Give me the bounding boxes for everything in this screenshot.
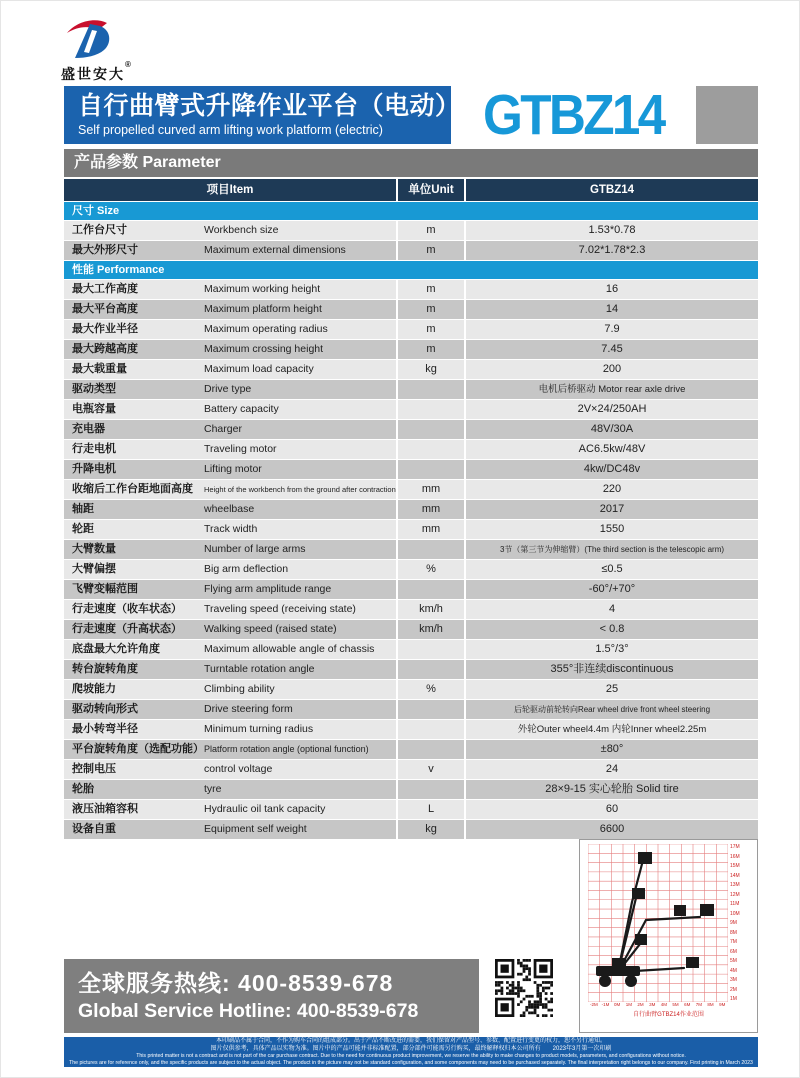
item-label-en: Number of large arms — [204, 543, 306, 555]
value-cell: 28×9-15 实心轮胎 Solid tire — [466, 780, 758, 799]
parameter-section-bar: 产品参数 Parameter — [64, 149, 758, 177]
item-label-zh: 电瓶容量 — [72, 403, 116, 415]
x-axis-label: 1M — [625, 1002, 632, 1007]
section-header-row: 尺寸 Size — [64, 202, 758, 220]
value-cell: 2017 — [466, 500, 758, 519]
item-label-en: Equipment self weight — [204, 823, 307, 835]
section-header-row: 性能 Performance — [64, 261, 758, 279]
item-cell — [64, 580, 396, 599]
qr-code — [495, 959, 553, 1017]
value-cell: ±80° — [466, 740, 758, 759]
working-range-plot — [588, 844, 728, 1002]
y-axis-label: 2M — [730, 986, 737, 993]
y-axis-label: 4M — [730, 967, 737, 974]
item-label-zh: 大臂偏摆 — [72, 563, 116, 575]
column-header-model: GTBZ14 — [466, 179, 758, 201]
value-cell: < 0.8 — [466, 620, 758, 639]
y-axis-label: 16M — [730, 853, 740, 860]
value-cell: 220 — [466, 480, 758, 499]
unit-cell — [398, 700, 464, 719]
table-row — [64, 520, 758, 539]
x-axis-label: 4M — [660, 1002, 667, 1007]
item-label-zh: 液压油箱容积 — [72, 803, 138, 815]
item-label-zh: 升降电机 — [72, 463, 116, 475]
x-axis-label: 3M — [649, 1002, 656, 1007]
x-axis-label: 2M — [637, 1002, 644, 1007]
item-label-zh: 驱动转向形式 — [72, 703, 138, 715]
item-cell — [64, 460, 396, 479]
item-label-zh: 底盘最大允许角度 — [72, 643, 160, 655]
column-header-item: 项目Item — [64, 179, 396, 201]
value-cell: 1550 — [466, 520, 758, 539]
unit-cell — [398, 660, 464, 679]
table-row — [64, 580, 758, 599]
item-cell — [64, 540, 396, 559]
x-axis-label: 5M — [672, 1002, 679, 1007]
unit-cell: m — [398, 340, 464, 359]
table-row — [64, 300, 758, 319]
item-label-zh: 最大跨越高度 — [72, 343, 138, 355]
table-row — [64, 560, 758, 579]
table-row — [64, 241, 758, 260]
item-label-zh: 最小转弯半径 — [72, 723, 138, 735]
item-label-en: Battery capacity — [204, 403, 279, 415]
item-cell — [64, 221, 396, 240]
value-cell: 后轮驱动前轮转向Rear wheel drive front wheel steering — [466, 700, 758, 719]
item-cell — [64, 700, 396, 719]
unit-cell — [398, 540, 464, 559]
item-label-en: Maximum working height — [204, 283, 321, 295]
company-logo — [61, 17, 181, 84]
item-label-en: Workbench size — [204, 224, 279, 236]
logo-mark-icon — [61, 17, 117, 63]
y-axis-label: 1M — [730, 996, 737, 1002]
legal-line: 本印刷品不属于合同，不作为购车合同的组成部分。出于产品不断改进的需要，我们保留对产品型号、参数、配置进行变更的权力，恕不另行通知。 — [215, 1038, 606, 1044]
value-cell: 200 — [466, 360, 758, 379]
unit-cell — [398, 740, 464, 759]
product-title-zh: 自行曲臂式升降作业平台（电动） — [78, 92, 461, 120]
unit-cell: kg — [398, 820, 464, 839]
item-label-zh: 最大外形尺寸 — [72, 244, 138, 256]
table-row — [64, 500, 758, 519]
y-axis-label: 12M — [730, 891, 740, 898]
unit-cell: m — [398, 320, 464, 339]
table-row — [64, 660, 758, 679]
table-row — [64, 600, 758, 619]
y-axis-label: 13M — [730, 882, 740, 888]
value-cell: 6600 — [466, 820, 758, 839]
product-header — [64, 83, 758, 147]
value-cell: 60 — [466, 800, 758, 819]
product-title-en: Self propelled curved arm lifting work platform (electric) — [78, 123, 383, 137]
table-row — [64, 720, 758, 739]
y-axis-label: 8M — [730, 929, 737, 936]
table-row — [64, 780, 758, 799]
table-row — [64, 680, 758, 699]
item-label-en: control voltage — [204, 763, 273, 775]
item-label-zh: 转台旋转角度 — [72, 663, 138, 675]
item-label-en: Platform rotation angle (optional function) — [204, 744, 369, 754]
y-axis-label: 6M — [730, 948, 737, 955]
item-label-zh: 收缩后工作台距地面高度 — [72, 483, 193, 495]
value-cell: 2V×24/250AH — [466, 400, 758, 419]
item-label-zh: 驱动类型 — [72, 383, 116, 395]
unit-cell — [398, 400, 464, 419]
unit-cell: v — [398, 760, 464, 779]
unit-cell — [398, 580, 464, 599]
item-label-en: Flying arm amplitude range — [204, 583, 332, 595]
table-row — [64, 800, 758, 819]
item-label-zh: 行走电机 — [72, 443, 116, 455]
item-cell — [64, 560, 396, 579]
value-cell: 7.45 — [466, 340, 758, 359]
table-row — [64, 540, 758, 559]
value-cell: 4kw/DC48v — [466, 460, 758, 479]
y-axis-label: 7M — [730, 939, 737, 945]
item-cell — [64, 340, 396, 359]
unit-cell — [398, 380, 464, 399]
table-row — [64, 360, 758, 379]
item-label-zh: 最大作业半径 — [72, 323, 138, 335]
table-row — [64, 420, 758, 439]
table-row — [64, 740, 758, 759]
value-cell: 355°非连续discontinuous — [466, 660, 758, 679]
unit-cell — [398, 460, 464, 479]
y-axis-label: 5M — [730, 958, 737, 964]
legal-line: 图片仅供参考，具体产品以实物为准。图片中的产品可能并非标准配置，部分部件可能需另行购买，最终解释权归本公司所有 2023年3月第一次印刷 — [210, 1045, 612, 1052]
item-cell — [64, 320, 396, 339]
item-cell — [64, 300, 396, 319]
item-cell — [64, 440, 396, 459]
header-accent-square — [696, 86, 758, 144]
value-cell: -60°/+70° — [466, 580, 758, 599]
item-label-en: Walking speed (raised state) — [204, 623, 337, 635]
value-cell: 7.9 — [466, 320, 758, 339]
item-label-en: Drive steering form — [204, 703, 293, 715]
item-label-en: tyre — [204, 783, 222, 795]
unit-cell: m — [398, 280, 464, 299]
value-cell: 25 — [466, 680, 758, 699]
value-cell: 1.53*0.78 — [466, 221, 758, 240]
item-label-en: Maximum allowable angle of chassis — [204, 643, 375, 655]
working-range-diagram — [579, 839, 758, 1033]
item-label-en: Drive type — [204, 383, 252, 395]
value-cell: 3节（第三节为伸缩臂）(The third section is the telescopic arm) — [466, 540, 758, 559]
item-cell — [64, 780, 396, 799]
item-label-zh: 飞臂变幅范围 — [72, 583, 138, 595]
item-cell — [64, 280, 396, 299]
item-cell — [64, 600, 396, 619]
model-number: GTBZ14 — [483, 83, 664, 147]
unit-cell: % — [398, 680, 464, 699]
item-cell — [64, 660, 396, 679]
x-axis-label: 8M — [707, 1002, 714, 1007]
table-row — [64, 221, 758, 240]
table-row — [64, 460, 758, 479]
unit-cell: mm — [398, 500, 464, 519]
item-label-zh: 平台旋转角度（选配功能） — [72, 743, 204, 755]
item-label-en: Hydraulic oil tank capacity — [204, 803, 326, 815]
spec-table-header — [64, 179, 758, 201]
item-label-zh: 工作台尺寸 — [72, 224, 127, 236]
item-label-en: Big arm deflection — [204, 563, 289, 575]
item-label-zh: 最大载重量 — [72, 363, 127, 375]
item-cell — [64, 520, 396, 539]
unit-cell: m — [398, 300, 464, 319]
item-cell — [64, 760, 396, 779]
item-label-en: Charger — [204, 423, 242, 435]
registered-trademark-symbol: ® — [125, 60, 131, 69]
spec-table-body — [64, 202, 758, 839]
item-cell — [64, 640, 396, 659]
table-row — [64, 440, 758, 459]
item-label-zh: 行走速度（升高状态） — [72, 623, 182, 635]
value-cell: 1.5°/3° — [466, 640, 758, 659]
hotline-zh: 全球服务热线: 400-8539-678 — [78, 970, 394, 996]
item-label-zh: 充电器 — [72, 423, 105, 435]
hotline-en: Global Service Hotline: 400-8539-678 — [78, 1000, 419, 1022]
table-row — [64, 320, 758, 339]
item-label-en: Turntable rotation angle — [204, 663, 315, 675]
value-cell: 24 — [466, 760, 758, 779]
table-row — [64, 640, 758, 659]
value-cell: AC6.5kw/48V — [466, 440, 758, 459]
x-axis-label: 6M — [684, 1002, 691, 1007]
unit-cell — [398, 640, 464, 659]
legal-band — [64, 1037, 758, 1067]
x-axis-label: 0M — [614, 1002, 621, 1007]
column-header-unit: 单位Unit — [398, 179, 464, 201]
item-label-zh: 最大工作高度 — [72, 283, 138, 295]
unit-cell: km/h — [398, 600, 464, 619]
item-cell — [64, 241, 396, 260]
unit-cell — [398, 440, 464, 459]
product-title-box — [64, 86, 461, 144]
legal-line: The pictures are for reference only, and the specific products are subject to the actual object. The product in the picture may not be standard configuration, and some components may need to be purchased separately. The final interpretation right belongs to our company. First printing in March 2023 — [69, 1060, 753, 1066]
item-label-zh: 轴距 — [72, 503, 94, 515]
table-row — [64, 480, 758, 499]
unit-cell: m — [398, 221, 464, 240]
x-axis-label: 7M — [695, 1002, 703, 1007]
value-cell: 电机后桥驱动 Motor rear axle drive — [466, 380, 758, 399]
y-axis-label: 17M — [730, 844, 740, 850]
item-label-en: Maximum operating radius — [204, 323, 328, 335]
item-label-zh: 轮胎 — [72, 783, 94, 795]
unit-cell: mm — [398, 520, 464, 539]
unit-cell: L — [398, 800, 464, 819]
x-axis-label: -1M — [601, 1002, 610, 1007]
item-cell — [64, 720, 396, 739]
item-cell — [64, 500, 396, 519]
service-hotline-band — [64, 959, 479, 1033]
model-badge — [451, 83, 696, 147]
y-axis-label: 11M — [730, 901, 740, 907]
table-row — [64, 280, 758, 299]
item-cell — [64, 740, 396, 759]
item-label-en: Climbing ability — [204, 683, 275, 695]
item-label-en: Minimum turning radius — [204, 723, 314, 735]
unit-cell: mm — [398, 480, 464, 499]
unit-cell — [398, 780, 464, 799]
item-label-en: Maximum crossing height — [204, 343, 324, 355]
table-row — [64, 340, 758, 359]
value-cell: 4 — [466, 600, 758, 619]
item-label-zh: 行走速度（收车状态） — [72, 603, 182, 615]
unit-cell — [398, 720, 464, 739]
value-cell: 7.02*1.78*2.3 — [466, 241, 758, 260]
item-label-en: Lifting motor — [204, 463, 262, 475]
item-label-zh: 大臂数量 — [72, 543, 116, 555]
item-label-zh: 最大平台高度 — [72, 303, 138, 315]
item-label-en: Maximum load capacity — [204, 363, 314, 375]
item-label-zh: 轮距 — [72, 523, 94, 535]
item-label-zh: 设备自重 — [72, 823, 116, 835]
unit-cell: kg — [398, 360, 464, 379]
spec-table — [64, 179, 758, 840]
y-axis-label: 10M — [730, 910, 740, 917]
unit-cell: km/h — [398, 620, 464, 639]
item-label-en: wheelbase — [204, 503, 255, 515]
item-cell — [64, 420, 396, 439]
y-axis-label: 9M — [730, 920, 737, 926]
x-axis-label: -2M — [589, 1002, 598, 1007]
item-cell — [64, 380, 396, 399]
table-row — [64, 760, 758, 779]
diagram-x-axis-labels — [588, 1002, 728, 1007]
unit-cell: m — [398, 241, 464, 260]
item-cell — [64, 820, 396, 839]
y-axis-label: 14M — [730, 872, 740, 879]
diagram-y-axis-labels — [728, 844, 750, 1002]
table-row — [64, 820, 758, 839]
diagram-caption: 自行曲臂GTBZ14作业范围 — [633, 1012, 704, 1018]
item-label-en: Maximum external dimensions — [204, 244, 346, 256]
x-axis-label: 9M — [719, 1002, 726, 1007]
value-cell: ≤0.5 — [466, 560, 758, 579]
value-cell: 48V/30A — [466, 420, 758, 439]
legal-line: This printed matter is not a contract and is not part of the car purchase contract. Due to the need for continuous product improvement, we reserve the ability to make changes to product models, parameters, and configurations without notice. — [136, 1053, 686, 1059]
item-label-zh: 爬坡能力 — [72, 683, 116, 695]
item-label-en: Traveling motor — [204, 443, 277, 455]
table-row — [64, 380, 758, 399]
item-cell — [64, 680, 396, 699]
item-label-en: Maximum platform height — [204, 303, 322, 315]
item-cell — [64, 620, 396, 639]
table-row — [64, 700, 758, 719]
item-label-en: Height of the workbench from the ground after contraction — [204, 485, 396, 494]
item-label-zh: 控制电压 — [72, 763, 116, 775]
item-label-en: Traveling speed (receiving state) — [204, 603, 356, 615]
value-cell: 16 — [466, 280, 758, 299]
item-cell — [64, 480, 396, 499]
unit-cell: % — [398, 560, 464, 579]
item-cell — [64, 360, 396, 379]
item-label-en: Track width — [204, 523, 258, 535]
unit-cell — [398, 420, 464, 439]
logo-wordmark: 盛世安大® — [61, 60, 131, 82]
y-axis-label: 3M — [730, 977, 737, 983]
table-row — [64, 620, 758, 639]
value-cell: 14 — [466, 300, 758, 319]
y-axis-label: 15M — [730, 863, 740, 869]
value-cell: 外轮Outer wheel4.4m 内轮Inner wheel2.25m — [466, 720, 758, 739]
item-cell — [64, 400, 396, 419]
table-row — [64, 400, 758, 419]
item-cell — [64, 800, 396, 819]
